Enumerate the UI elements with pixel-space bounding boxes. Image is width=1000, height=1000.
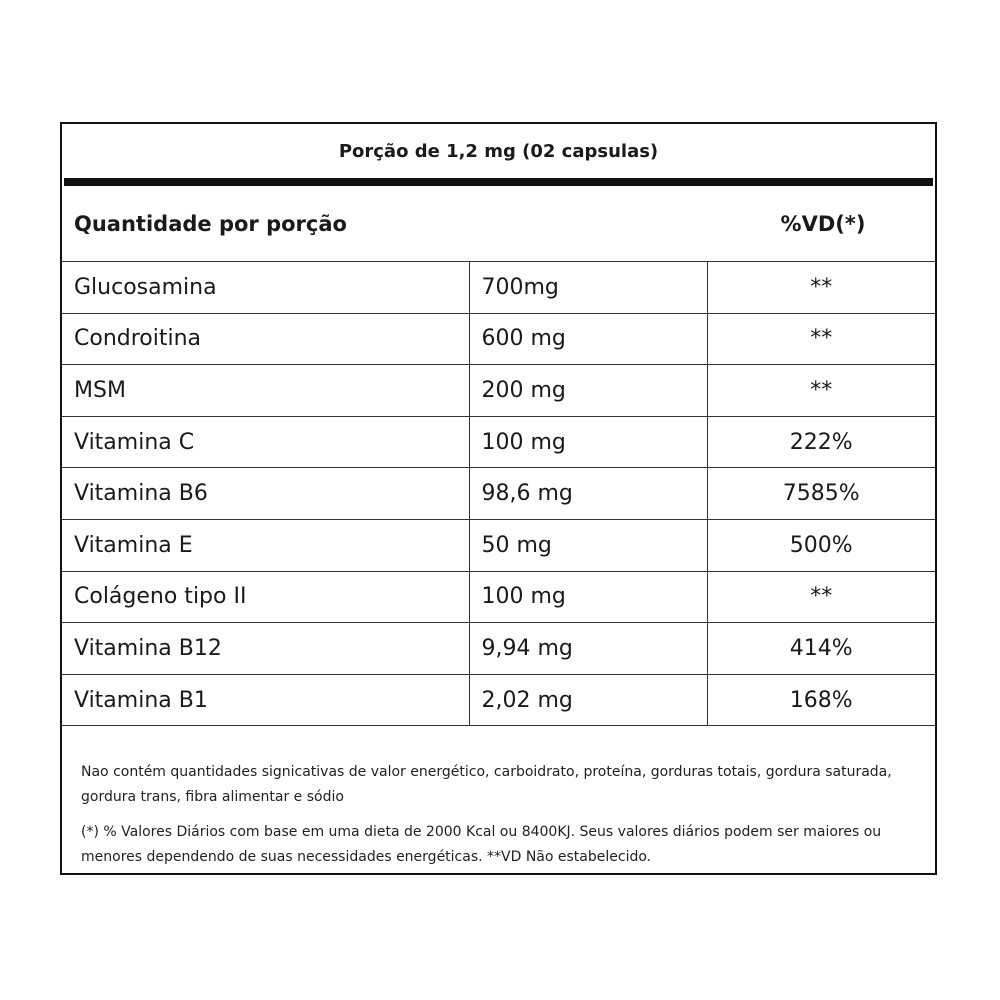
table-row xyxy=(62,571,935,623)
table-row xyxy=(62,262,935,314)
nutrient-table xyxy=(62,261,935,726)
table-row xyxy=(62,365,935,417)
nutrient-amount: 100 mg xyxy=(469,416,707,468)
nutrient-daily-value: 500% xyxy=(707,519,935,571)
table-row xyxy=(62,468,935,520)
header-quantity-per-serving: Quantidade por porção xyxy=(74,211,347,236)
nutrient-name: Vitamina C xyxy=(62,416,469,468)
nutrient-daily-value: 414% xyxy=(707,623,935,675)
footnotes xyxy=(81,760,911,880)
footnote-not-significant: Nao contém quantidades signicativas de valor energético, carboidrato, proteína, gorduras totais, gordura saturada, gordura trans, fibra alimentar e sódio xyxy=(81,764,892,805)
table-row xyxy=(62,519,935,571)
serving-size: Porção de 1,2 mg (02 capsulas) xyxy=(338,140,659,162)
table-row xyxy=(62,623,935,675)
nutrient-name: Vitamina B12 xyxy=(62,623,469,675)
nutrient-amount: 98,6 mg xyxy=(469,468,707,520)
nutrient-daily-value: ** xyxy=(707,313,935,365)
nutrient-name: Glucosamina xyxy=(62,262,469,314)
nutrient-name: Vitamina E xyxy=(62,519,469,571)
nutrient-amount: 100 mg xyxy=(469,571,707,623)
nutrient-amount: 600 mg xyxy=(469,313,707,365)
nutrient-daily-value: 168% xyxy=(707,674,935,726)
nutrient-daily-value: ** xyxy=(707,571,935,623)
header-daily-value: %VD(*) xyxy=(780,211,866,236)
thick-divider xyxy=(64,178,933,186)
nutrient-amount: 700mg xyxy=(469,262,707,314)
table-row xyxy=(62,313,935,365)
footnote-daily-values: (*) % Valores Diários com base em uma dieta de 2000 Kcal ou 8400KJ. Seus valores diários podem ser maiores ou menores dependendo de suas necessidades energéticas. **VD Não estabelecido. xyxy=(81,824,882,865)
header-row xyxy=(62,186,935,261)
nutrient-daily-value: ** xyxy=(707,365,935,417)
nutrient-daily-value: 222% xyxy=(707,416,935,468)
nutrient-amount: 2,02 mg xyxy=(469,674,707,726)
nutrient-daily-value: ** xyxy=(707,262,935,314)
nutrient-amount: 50 mg xyxy=(469,519,707,571)
nutrient-daily-value: 7585% xyxy=(707,468,935,520)
nutrient-name: Colágeno tipo II xyxy=(62,571,469,623)
nutrient-name: MSM xyxy=(62,365,469,417)
nutrition-facts-panel xyxy=(60,122,937,875)
nutrient-amount: 9,94 mg xyxy=(469,623,707,675)
table-row xyxy=(62,416,935,468)
table-row xyxy=(62,674,935,726)
nutrient-name: Condroitina xyxy=(62,313,469,365)
nutrient-name: Vitamina B1 xyxy=(62,674,469,726)
nutrient-amount: 200 mg xyxy=(469,365,707,417)
nutrient-name: Vitamina B6 xyxy=(62,468,469,520)
